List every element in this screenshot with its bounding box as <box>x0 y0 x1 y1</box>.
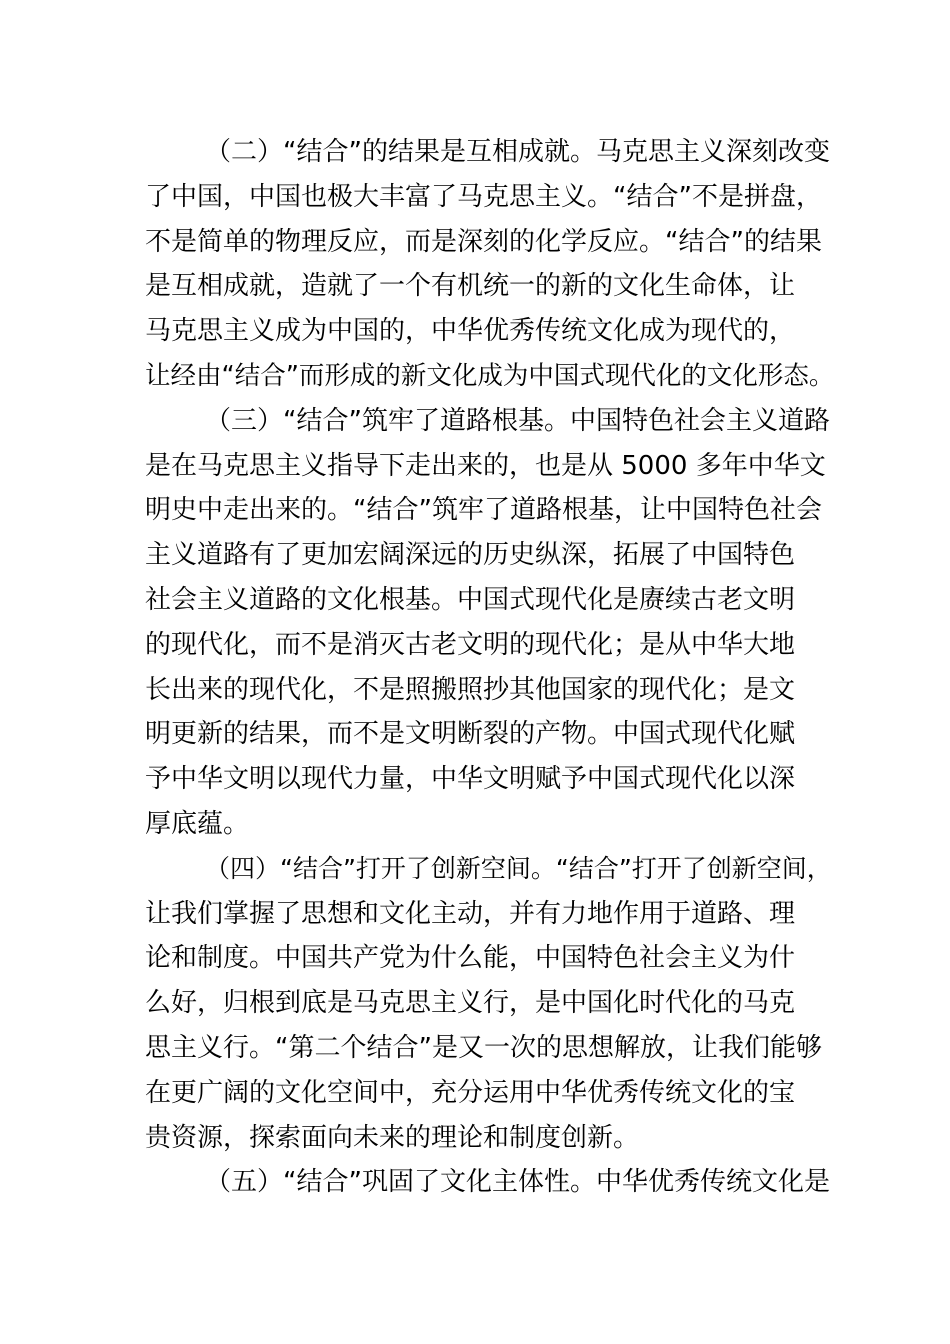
paragraph-3 <box>145 399 835 847</box>
text-line: 是互相成就，造就了一个有机统一的新的文化生命体，让 <box>145 271 796 302</box>
paragraph-4 <box>145 847 835 1161</box>
text-line: 了中国，中国也极大丰富了马克思主义。“结合”不是拼盘， <box>145 181 822 212</box>
text-line: 厚底蕴。 <box>145 808 250 839</box>
paragraph-2 <box>145 130 835 399</box>
paragraph-5 <box>145 1160 835 1205</box>
text-line: 社会主义道路的文化根基。中国式现代化是赓续古老文明 <box>145 584 796 615</box>
text-line: （二）“结合”的结果是互相成就。马克思主义深刻改变 <box>205 137 830 167</box>
text-line: （五）“结合”巩固了文化主体性。中华优秀传统文化是 <box>205 1167 830 1198</box>
text-line: 论和制度。中国共产党为什么能，中国特色社会主义为什 <box>145 943 796 974</box>
text-line: 予中华文明以现代力量，中华文明赋予中国式现代化以深 <box>145 764 796 795</box>
document-body <box>145 130 835 1205</box>
text-line: 明更新的结果，而不是文明断裂的产物。中国式现代化赋 <box>145 719 796 750</box>
text-line: 明史中走出来的。“结合”筑牢了道路根基，让中国特色社会 <box>145 495 822 526</box>
text-line: 让我们掌握了思想和文化主动，并有力地作用于道路、理 <box>145 898 796 929</box>
text-line: 主义道路有了更加宏阔深远的历史纵深，拓展了中国特色 <box>145 540 796 571</box>
text-line: 是在马克思主义指导下走出来的，也是从 5000 多年中华文 <box>145 450 826 481</box>
text-line: 不是简单的物理反应，而是深刻的化学反应。“结合”的结果 <box>145 226 822 257</box>
text-line: 让经由“结合”而形成的新文化成为中国式现代化的文化形态。 <box>145 360 835 391</box>
text-line: （三）“结合”筑牢了道路根基。中国特色社会主义道路 <box>205 405 830 436</box>
text-line: 长出来的现代化，不是照搬照抄其他国家的现代化；是文 <box>145 674 796 705</box>
text-line: 的现代化，而不是消灭古老文明的现代化；是从中华大地 <box>145 629 796 660</box>
text-line: 贵资源，探索面向未来的理论和制度创新。 <box>145 1122 640 1153</box>
text-line: 马克思主义成为中国的，中华优秀传统文化成为现代的， <box>145 316 796 347</box>
text-line: （四）“结合”打开了创新空间。“结合”打开了创新空间， <box>205 853 832 883</box>
text-line: 在更广阔的文化空间中，充分运用中华优秀传统文化的宝 <box>145 1077 796 1108</box>
text-line: 思主义行。“第二个结合”是又一次的思想解放，让我们能够 <box>145 1032 822 1063</box>
text-line: 么好，归根到底是马克思主义行，是中国化时代化的马克 <box>145 988 796 1019</box>
